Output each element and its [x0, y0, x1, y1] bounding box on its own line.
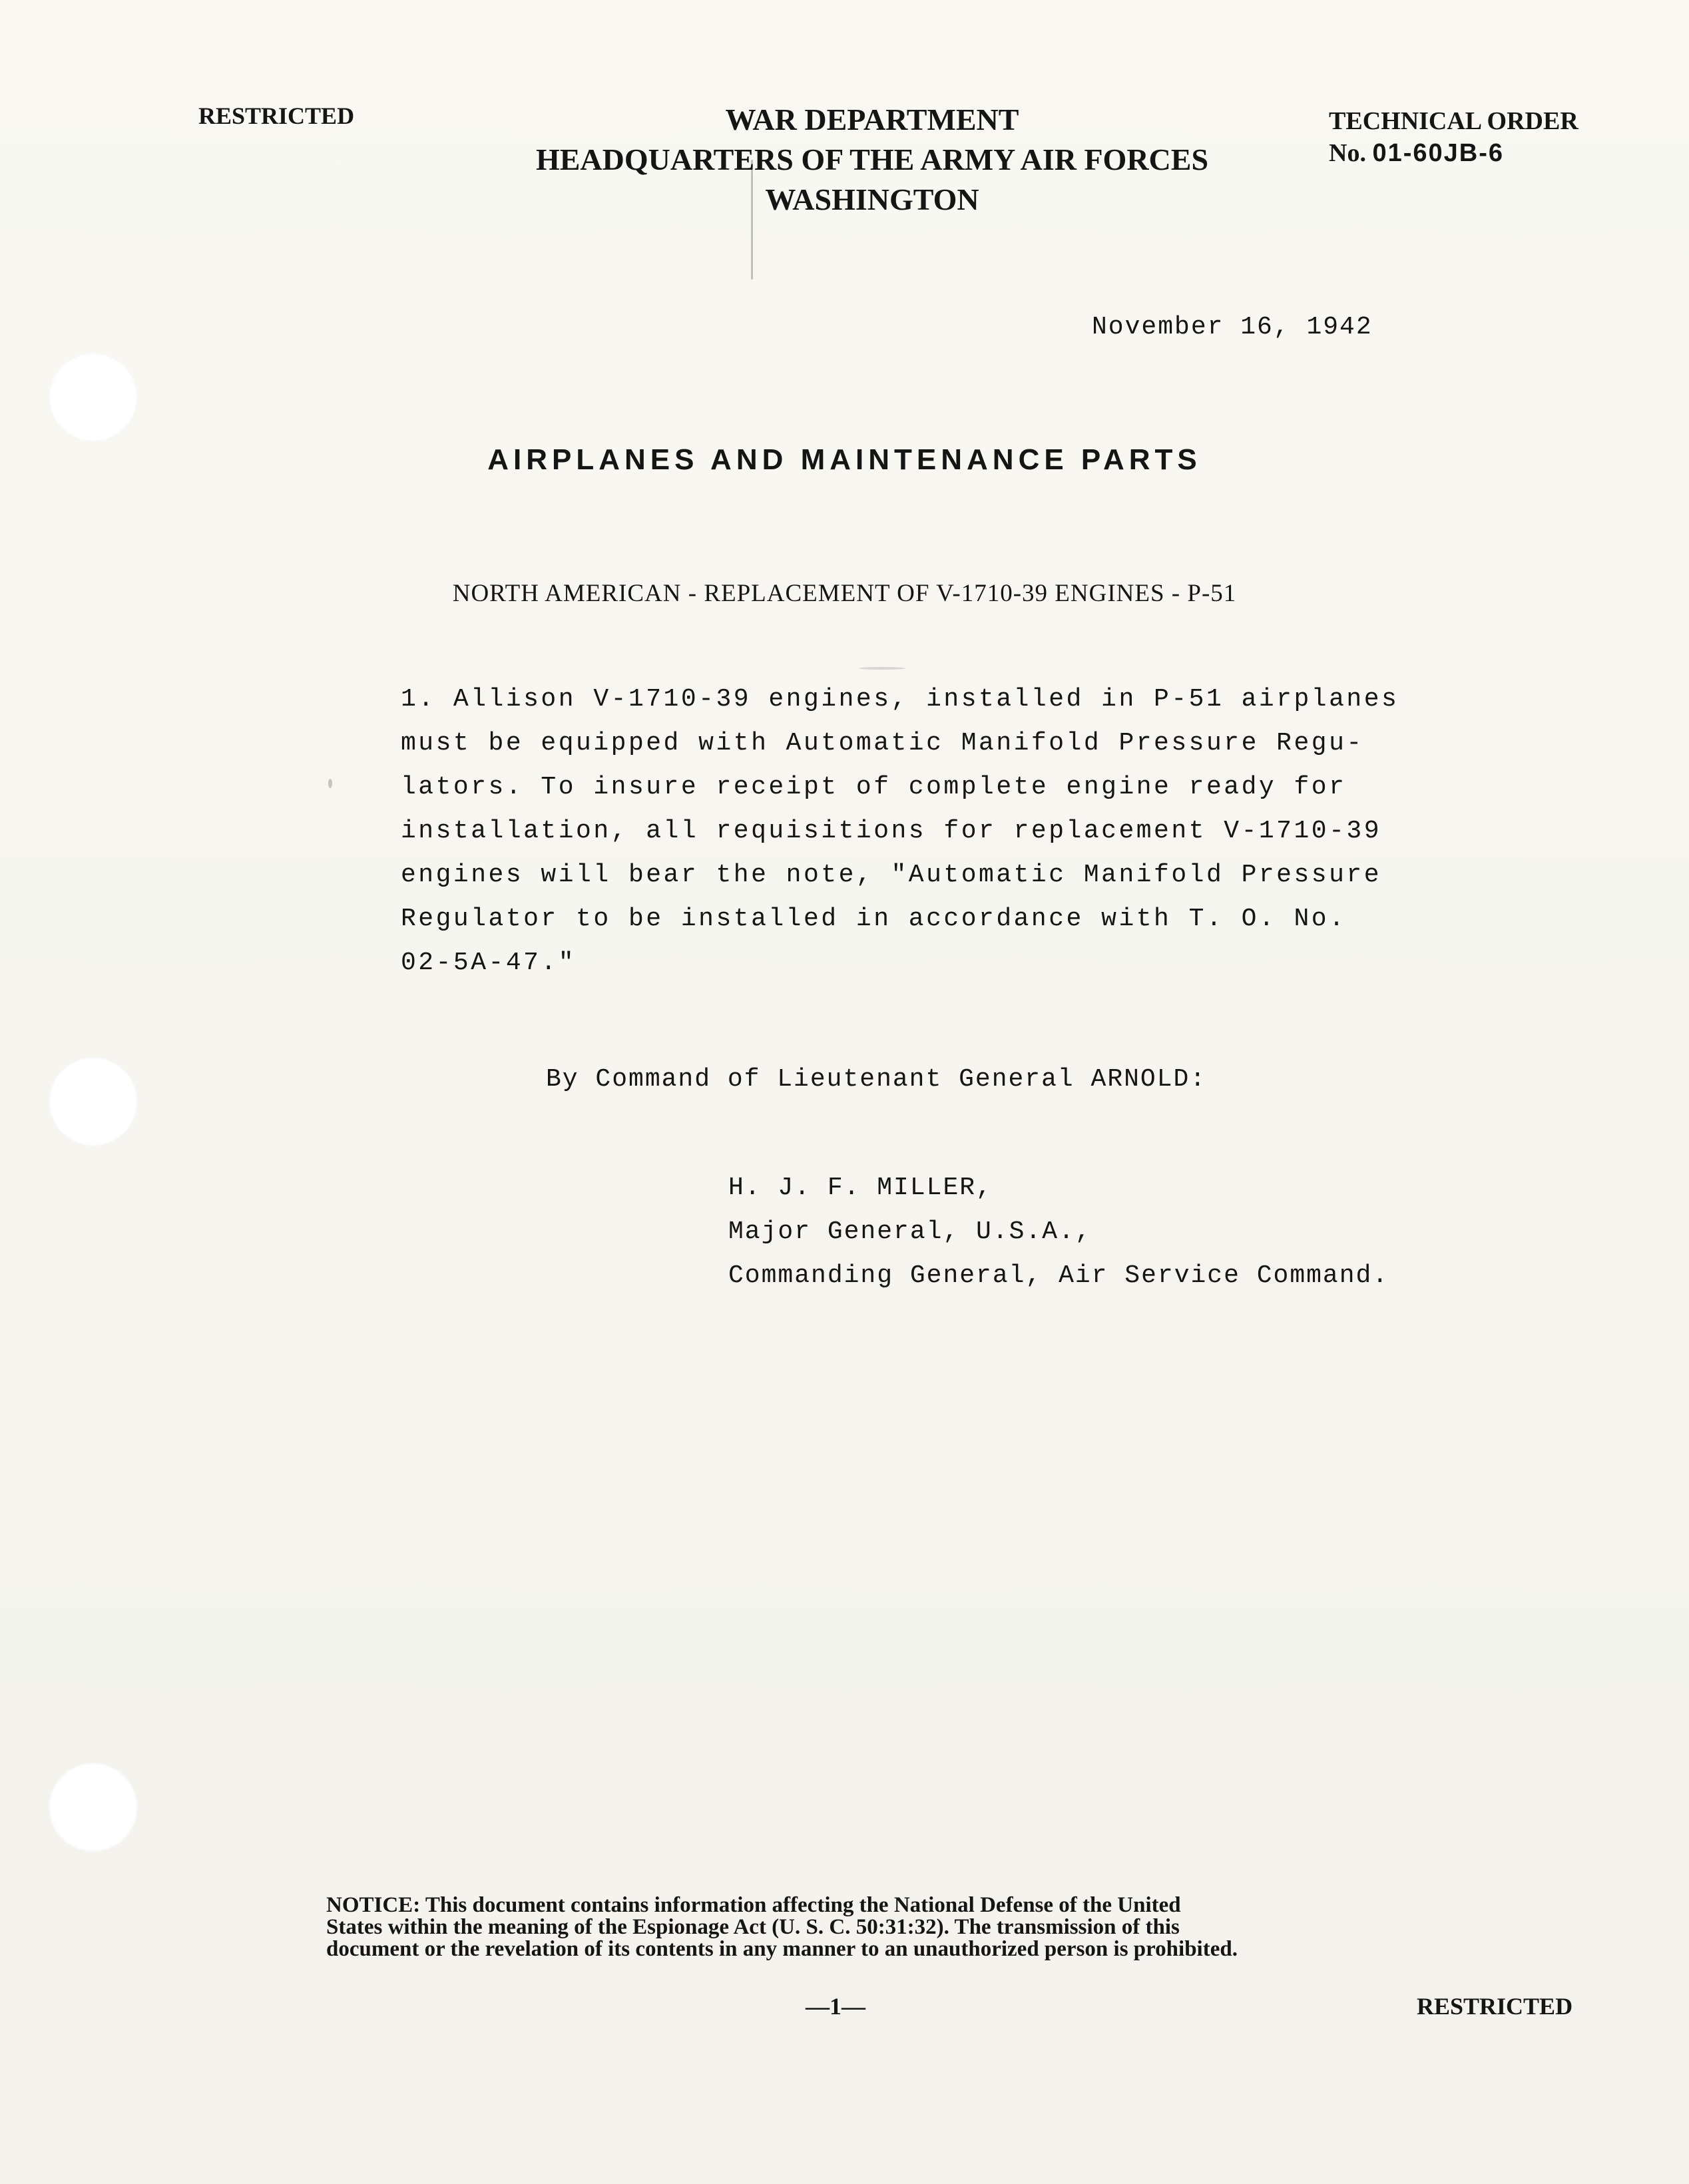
signatory-rank: Major General, U.S.A., — [728, 1217, 1092, 1246]
headquarters-name: HEADQUARTERS OF THE ARMY AIR FORCES — [535, 142, 1209, 176]
signatory-name: H. J. F. MILLER, — [728, 1174, 993, 1202]
subject-title: AIRPLANES AND MAINTENANCE PARTS — [487, 443, 1202, 476]
binder-hole-middle — [49, 1057, 138, 1146]
department-name: WAR DEPARTMENT — [725, 103, 1019, 136]
body-line: installation, all requisitions for replacement V-1710-39 — [401, 817, 1382, 845]
body-line: Regulator to be installed in accordance with T. O. No. — [401, 905, 1347, 933]
body-line: engines will bear the note, "Automatic Manifold Pressure — [401, 861, 1382, 889]
classification-bottom: RESTRICTED — [1417, 1993, 1573, 2020]
espionage-notice — [326, 1894, 1458, 1960]
issue-date: November 16, 1942 — [1092, 313, 1373, 341]
issuing-authority — [519, 100, 1225, 220]
page-number: —1— — [806, 1993, 865, 2020]
city-name: WASHINGTON — [765, 182, 979, 216]
subject-subtitle: NORTH AMERICAN - REPLACEMENT OF V-1710-39 ENGINES - P-51 — [452, 580, 1237, 607]
scan-mark — [328, 779, 332, 788]
body-line: 1. Allison V-1710-39 engines, installed in P-51 airplanes — [401, 685, 1399, 714]
signatory-title: Commanding General, Air Service Command. — [728, 1261, 1389, 1290]
technical-order-number: 01-60JB-6 — [1372, 139, 1505, 167]
notice-line: document or the revelation of its contents in any manner to an unauthorized person is prohibited. — [326, 1937, 1238, 1961]
technical-order-block — [1329, 105, 1578, 169]
command-line: By Command of Lieutenant General ARNOLD: — [546, 1065, 1207, 1094]
body-line: 02-5A-47." — [401, 949, 577, 977]
body-paragraph — [401, 678, 1399, 985]
signature-block — [728, 1166, 1389, 1298]
classification-top: RESTRICTED — [198, 103, 355, 129]
binder-hole-bottom — [49, 1763, 138, 1852]
technical-order-no-prefix: No. — [1329, 139, 1366, 167]
scan-mark — [859, 667, 905, 670]
binder-hole-top — [49, 353, 138, 442]
notice-line: NOTICE: This document contains information affecting the National Defense of the United — [326, 1893, 1181, 1917]
body-line: lators. To insure receipt of complete engine ready for — [401, 773, 1347, 801]
body-line: must be equipped with Automatic Manifold Pressure Regu- — [401, 729, 1364, 758]
technical-order-label: TECHNICAL ORDER — [1329, 107, 1578, 135]
notice-line: States within the meaning of the Espionage Act (U. S. C. 50:31:32). The transmission of this — [326, 1915, 1180, 1939]
